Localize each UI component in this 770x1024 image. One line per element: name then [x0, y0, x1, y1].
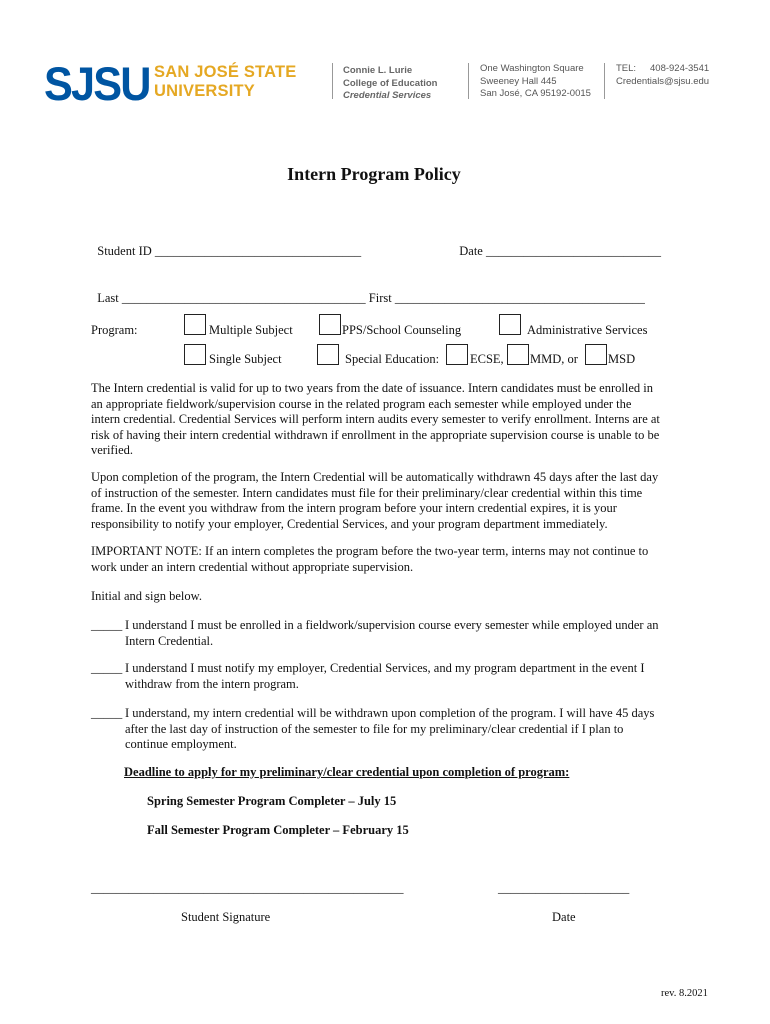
acknowledgement-item — [91, 618, 661, 649]
initial-field[interactable]: _____ — [91, 661, 123, 675]
paragraph-validity: The Intern credential is valid for up to two years from the date of issuance. Intern candidates must be enrolled in an appropriate fieldwork/supervision course in the related program each semester while employed under the intern credential. Credential Services will perform intern audits every semester to verify enrollment. Interns are at risk of having their intern credential withdrawn if enrollment in the appropriate supervision course is unable to be verified. — [91, 381, 660, 457]
university-name-line1: SAN JOSÉ STATE — [154, 63, 297, 81]
signature-date-label: Date — [552, 910, 576, 924]
header-divider — [332, 63, 333, 99]
admin-services-label: Administrative Services — [527, 323, 648, 337]
paragraph-completion: Upon completion of the program, the Intern Credential will be automatically withdrawn 45 days after the last day of instruction of the semester. Intern candidates must file for their preliminary/clear credential within this time frame. In the event you withdraw from the intern program before your intern credential expires, it is your responsibility to notify your employer, Credential Services, and your program department immediately. — [91, 470, 659, 531]
last-name-field[interactable]: _______________________________________ — [121, 291, 366, 305]
office-name: Connie L. Lurie — [343, 65, 413, 76]
first-name-label: First — [368, 291, 392, 305]
acknowledgement-item — [91, 706, 661, 753]
spring-deadline: Spring Semester Program Completer – July 15 — [147, 794, 397, 808]
signature-field[interactable]: __________________________________________________ — [91, 881, 404, 895]
initial-field[interactable]: _____ — [91, 706, 123, 720]
office-college: College of Education — [343, 77, 438, 89]
single-subject-checkbox[interactable] — [184, 344, 206, 365]
multiple-subject-label: Multiple Subject — [209, 323, 293, 337]
address-block — [480, 63, 591, 101]
signature-date-field[interactable]: _____________________ — [498, 881, 630, 895]
address-line3: San José, CA 95192-0015 — [480, 88, 591, 99]
tel-label: TEL: — [616, 63, 637, 74]
msd-label: MSD — [608, 352, 636, 366]
special-education-label: Special Education: — [345, 352, 440, 366]
single-subject-label: Single Subject — [209, 352, 282, 366]
first-name-field[interactable]: ________________________________________ — [394, 291, 645, 305]
initial-field[interactable]: _____ — [91, 618, 123, 632]
tel-value: 408-924-3541 — [650, 63, 710, 74]
deadline-heading: Deadline to apply for my preliminary/clear credential upon completion of program: — [124, 765, 570, 779]
header-divider — [468, 63, 469, 99]
pps-label: PPS/School Counseling — [342, 323, 462, 337]
paragraph-initial-sign: Initial and sign below. — [91, 589, 202, 603]
email-link[interactable]: Credentials@sjsu.edu — [616, 75, 710, 87]
program-label: Program: — [91, 323, 138, 337]
paragraph-important-note: IMPORTANT NOTE: If an intern completes the program before the two-year term, interns may not continue to work under an intern credential without appropriate supervision. — [91, 544, 649, 574]
university-name-line2: UNIVERSITY — [154, 82, 256, 100]
multiple-subject-checkbox[interactable] — [184, 314, 206, 335]
signature-label: Student Signature — [181, 910, 271, 924]
fall-deadline: Fall Semester Program Completer – February 15 — [147, 823, 409, 837]
date-field[interactable]: ____________________________ — [485, 244, 661, 258]
mmd-checkbox[interactable] — [507, 344, 529, 365]
acknowledgement-text: I understand I must be enrolled in a fieldwork/supervision course every semester while employed under an Intern Credential. — [125, 618, 659, 648]
ecse-checkbox[interactable] — [446, 344, 468, 365]
last-name-label: Last — [97, 291, 119, 305]
office-dept: Credential Services — [343, 90, 432, 101]
admin-services-checkbox[interactable] — [499, 314, 521, 335]
acknowledgement-text: I understand I must notify my employer, Credential Services, and my program department in the event I withdraw from the intern program. — [125, 661, 645, 691]
header-divider — [604, 63, 605, 99]
address-line2: Sweeney Hall 445 — [480, 75, 557, 87]
special-education-checkbox[interactable] — [317, 344, 339, 365]
student-id-row — [91, 229, 361, 259]
revision-note: rev. 8.2021 — [661, 988, 708, 999]
page-title: Intern Program Policy — [287, 164, 461, 184]
name-row — [91, 276, 645, 306]
sjsu-logo-mark: SJSU — [44, 57, 150, 110]
date-label: Date — [459, 244, 483, 258]
student-id-field[interactable]: _________________________________ — [154, 244, 362, 258]
university-name — [154, 63, 296, 101]
ecse-label: ECSE, — [470, 352, 504, 366]
mmd-label: MMD, or — [530, 352, 578, 366]
msd-checkbox[interactable] — [585, 344, 607, 365]
acknowledgement-item — [91, 661, 661, 692]
date-row — [453, 229, 661, 259]
student-id-label: Student ID — [97, 244, 152, 258]
pps-checkbox[interactable] — [319, 314, 341, 335]
acknowledgement-text: I understand, my intern credential will be withdrawn upon completion of the program. I will have 45 days after the last day of instruction of the semester to file for my preliminary/clear credential if I plan to continue employment. — [125, 706, 655, 751]
contact-block — [616, 63, 709, 88]
address-line1: One Washington Square — [480, 63, 584, 74]
office-block — [343, 65, 437, 103]
